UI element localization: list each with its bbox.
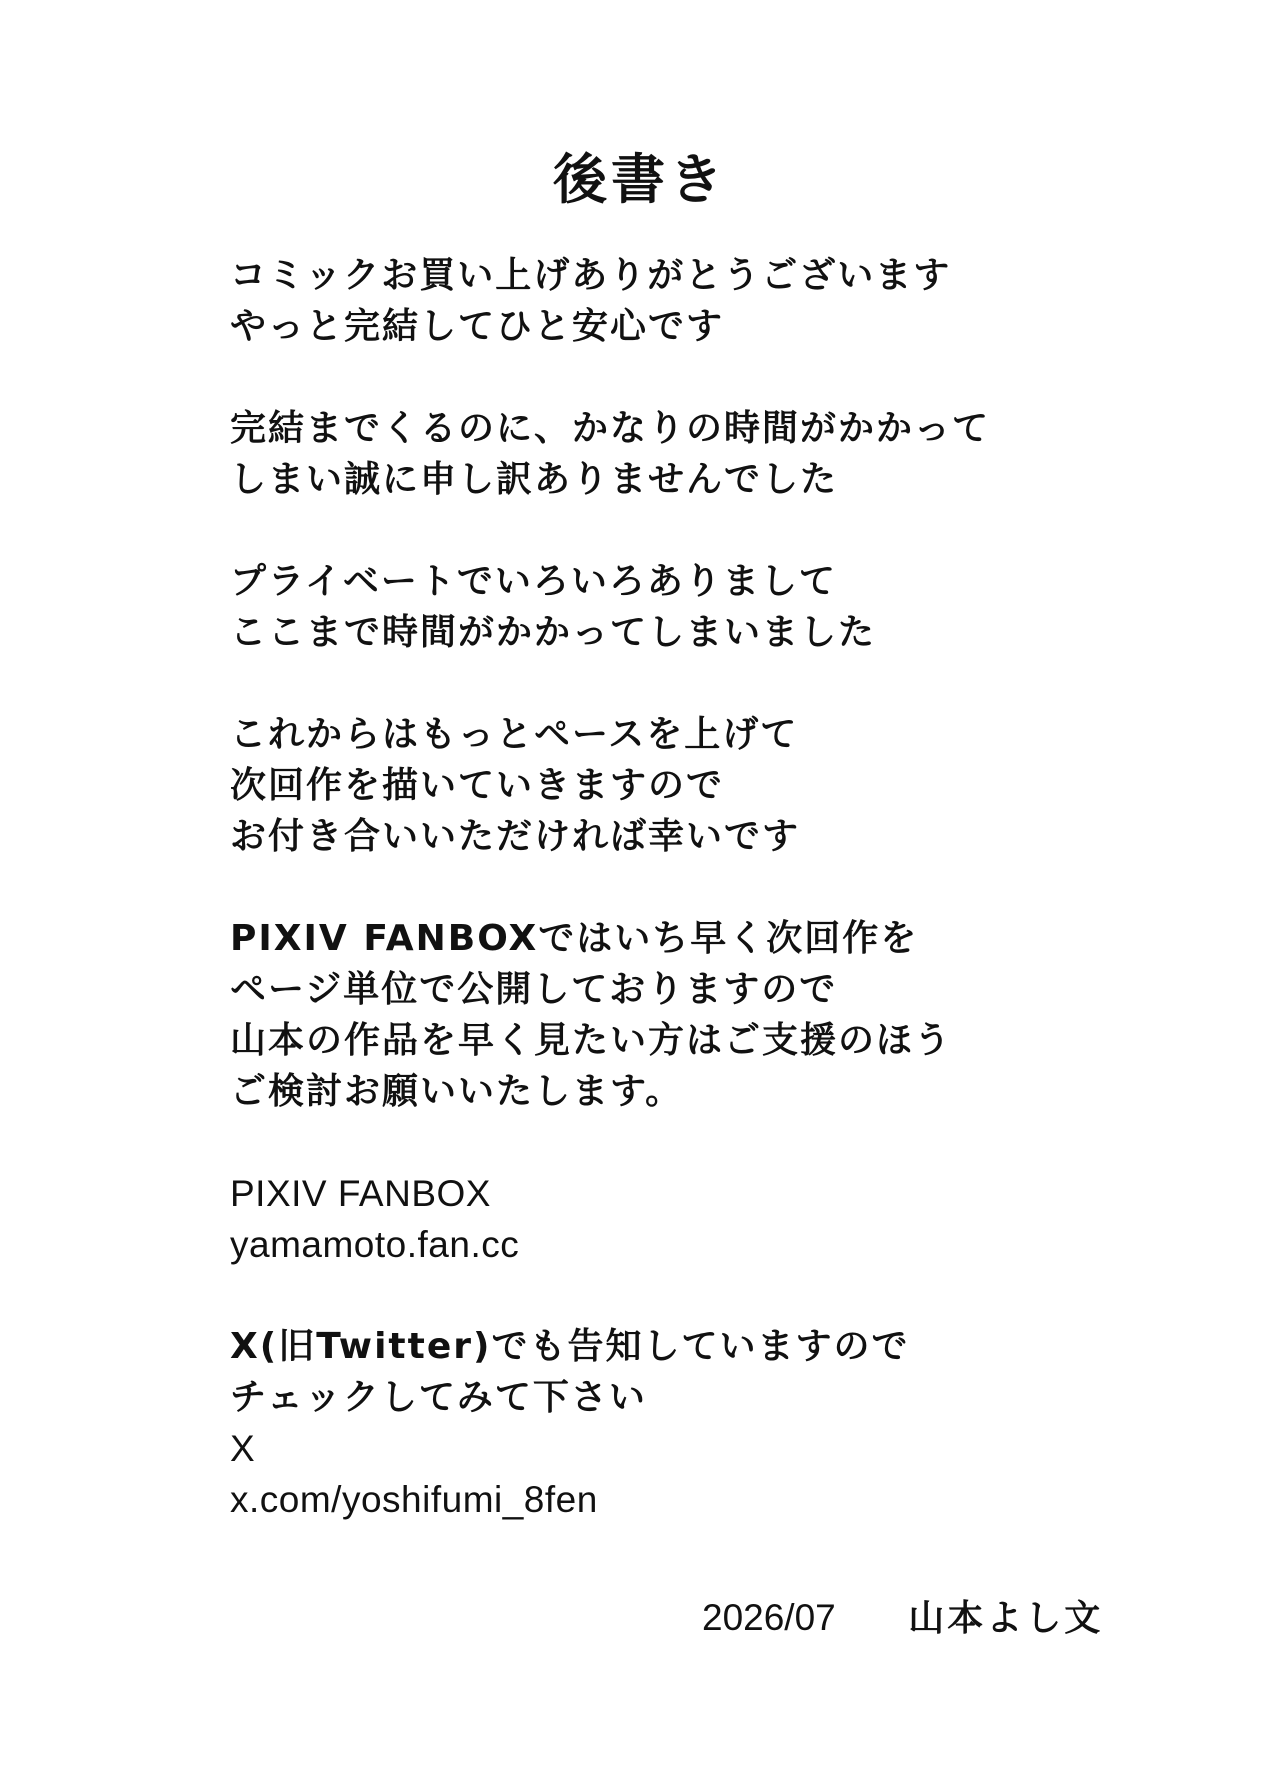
text-line: プライベートでいろいろありまして [230, 561, 837, 602]
text-line: これからはもっとペースを上げて [230, 714, 799, 755]
text-line: 山本の作品を早く見たい方はご支援のほう [230, 1020, 953, 1061]
text-line: 完結までくるのに、かなりの時間がかかって [230, 408, 991, 449]
x-url: x.com/yoshifumi_8fen [230, 1479, 598, 1520]
text-line: X(旧Twitter)でも告知していますので [230, 1326, 910, 1367]
paragraph-fanbox-link [230, 1168, 1210, 1270]
paragraph-x-notice [230, 1321, 1210, 1525]
text-line: PIXIV FANBOXではいち早く次回作を [230, 918, 919, 959]
text-line: ここまで時間がかかってしまいました [230, 612, 877, 653]
paragraph-next-work [230, 709, 1210, 862]
text-line: チェックしてみて下さい [230, 1377, 647, 1418]
fanbox-url: yamamoto.fan.cc [230, 1224, 520, 1265]
fanbox-label: PIXIV FANBOX [230, 1173, 491, 1214]
text-line: ページ単位で公開しておりますので [230, 969, 838, 1010]
text-line: やっと完結してひと安心です [230, 306, 725, 347]
paragraph-fanbox-notice [230, 913, 1210, 1117]
text-line: 次回作を描いていきますので [230, 765, 725, 806]
paragraph-thanks [230, 250, 1210, 352]
text-line: ご検討お願いいたします。 [230, 1071, 684, 1112]
x-label: X [230, 1428, 256, 1469]
paragraph-apology [230, 403, 1210, 505]
signature-author: 山本よし文 [908, 1598, 1104, 1639]
signature-date: 2026/07 [702, 1597, 836, 1638]
text-line: コミックお買い上げありがとうございます [230, 255, 952, 296]
signature [702, 1592, 1103, 1645]
text-line: お付き合いいただければ幸いです [230, 816, 801, 857]
afterword-body [230, 250, 1210, 1576]
page-title: 後書き [553, 148, 727, 211]
paragraph-reason [230, 556, 1210, 658]
text-line: しまい誠に申し訳ありませんでした [230, 459, 839, 500]
